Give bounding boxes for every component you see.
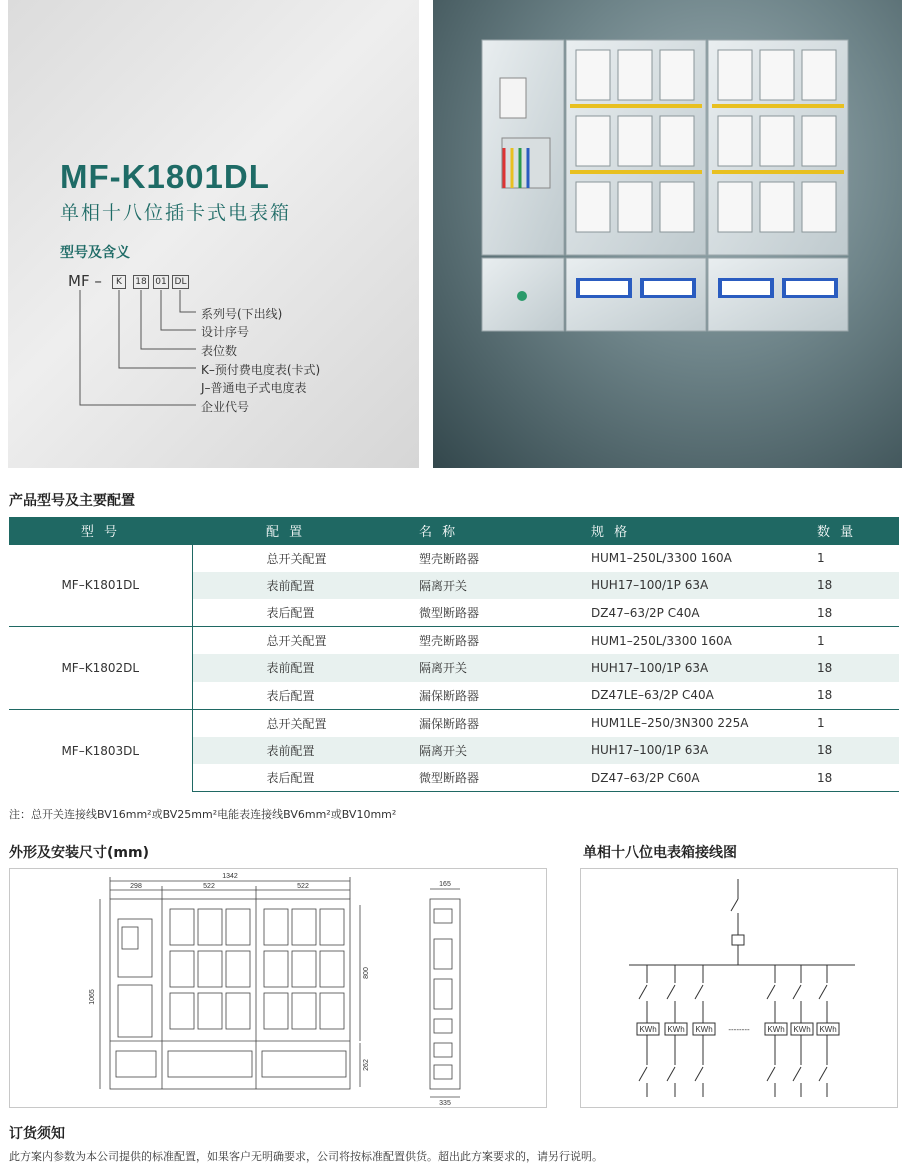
dimension-drawing bbox=[10, 869, 546, 1107]
name-cell: 微型断路器 bbox=[419, 764, 591, 792]
order-text: 此方案内参数为本公司提供的标准配置，如果客户无明确要求，公司将按标准配置供货。超出此方案要求的，请另行说明。 bbox=[9, 1150, 603, 1163]
legend-electronic: J–普通电子式电度表 bbox=[201, 381, 307, 395]
table-row bbox=[9, 627, 899, 655]
table-row bbox=[9, 544, 899, 572]
meaning-title: 型号及含义 bbox=[60, 245, 130, 261]
spec-cell: DZ47–63/2P C40A bbox=[591, 605, 700, 620]
config-cell: 表后配置 bbox=[266, 606, 315, 620]
legend-positions: 表位数 bbox=[201, 344, 238, 358]
config-cell: 总开关配置 bbox=[192, 627, 419, 655]
dim-depth: 165 bbox=[439, 881, 451, 888]
code-part-01: 01 bbox=[153, 275, 169, 289]
config-cell: 表后配置 bbox=[192, 764, 419, 792]
model-cell: MF–K1803DL bbox=[9, 709, 192, 792]
order-title: 订货须知 bbox=[9, 1126, 65, 1142]
wiring-title: 单相十八位电表箱接线图 bbox=[583, 845, 737, 861]
header-qty: 数 量 bbox=[801, 517, 899, 544]
wiring-diagram bbox=[581, 869, 897, 1107]
meter-label: KWh bbox=[639, 1025, 657, 1034]
model-cell: MF–K1802DL bbox=[9, 627, 192, 710]
name-cell: 隔离开关 bbox=[419, 654, 591, 682]
qty-cell: 18 bbox=[801, 764, 899, 792]
code-part-dl: DL bbox=[172, 275, 189, 289]
spec-cell: HUH17–100/1P 63A bbox=[591, 737, 801, 765]
code-part-k: K bbox=[112, 275, 126, 289]
name-cell: 微型断路器 bbox=[419, 606, 480, 620]
meter-ellipsis: -------- bbox=[728, 1025, 750, 1034]
dim-base: 335 bbox=[439, 1100, 451, 1107]
name-cell: 塑壳断路器 bbox=[419, 544, 591, 572]
header-name: 名 称 bbox=[419, 517, 591, 544]
legend-company: 企业代号 bbox=[201, 400, 250, 414]
header-spec: 规 格 bbox=[591, 517, 801, 544]
dim-upper: 800 bbox=[363, 967, 370, 979]
spec-cell: HUH17–100/1P 63A bbox=[591, 572, 801, 600]
legend-series: 系列号(下出线) bbox=[201, 307, 283, 321]
header-config: 配 置 bbox=[192, 517, 419, 544]
qty-cell: 18 bbox=[801, 737, 899, 765]
header-model: 型 号 bbox=[9, 517, 192, 544]
spec-cell: HUM1LE–250/3N300 225A bbox=[591, 709, 801, 737]
qty-cell: 18 bbox=[817, 688, 833, 702]
spec-cell: HUH17–100/1P 63A bbox=[591, 654, 801, 682]
table-header-row bbox=[9, 517, 899, 544]
dim-height: 1065 bbox=[89, 989, 96, 1005]
config-cell: 表前配置 bbox=[192, 572, 419, 600]
name-cell: 漏保断路器 bbox=[419, 688, 480, 703]
dim-seg-2: 522 bbox=[203, 883, 215, 890]
model-title: MF-K1801DL bbox=[60, 158, 270, 195]
config-section-title: 产品型号及主要配置 bbox=[9, 493, 135, 509]
name-cell: 漏保断路器 bbox=[419, 709, 591, 737]
spec-cell: HUM1–250L/3300 160A bbox=[591, 627, 801, 655]
legend-design: 设计序号 bbox=[201, 325, 250, 339]
qty-cell: 18 bbox=[801, 654, 899, 682]
dim-seg-1: 298 bbox=[130, 883, 142, 890]
model-subtitle: 单相十八位插卡式电表箱 bbox=[60, 202, 292, 224]
meter-label: KWh bbox=[767, 1025, 785, 1034]
code-prefix: MF – bbox=[68, 272, 102, 290]
spec-cell: DZ47–63/2P C60A bbox=[591, 764, 801, 792]
name-cell: 隔离开关 bbox=[419, 572, 591, 600]
meter-label: KWh bbox=[695, 1025, 713, 1034]
dim-seg-3: 522 bbox=[297, 883, 309, 890]
config-cell: 总开关配置 bbox=[192, 709, 419, 737]
table-row bbox=[9, 709, 899, 737]
config-cell: 总开关配置 bbox=[192, 544, 419, 572]
qty-cell: 1 bbox=[801, 544, 899, 572]
config-cell: 表前配置 bbox=[192, 654, 419, 682]
dimensions-title: 外形及安装尺寸(mm) bbox=[9, 845, 149, 861]
wire-note: 注：总开关连接线BV16mm²或BV25mm²电能表连接线BV6mm²或BV10mm² bbox=[9, 808, 397, 821]
wiring-panel bbox=[580, 868, 898, 1108]
legend-prepaid: K–预付费电度表(卡式) bbox=[201, 363, 321, 377]
config-cell: 表后配置 bbox=[266, 688, 315, 703]
dim-total-width: 1342 bbox=[222, 873, 238, 880]
name-cell: 隔离开关 bbox=[419, 737, 591, 765]
qty-cell: 18 bbox=[817, 605, 833, 620]
config-table bbox=[9, 517, 899, 792]
model-cell: MF–K1801DL bbox=[9, 544, 192, 627]
meter-label: KWh bbox=[793, 1025, 811, 1034]
qty-cell: 1 bbox=[801, 709, 899, 737]
product-photo bbox=[480, 38, 852, 334]
spec-cell: DZ47LE–63/2P C40A bbox=[591, 688, 714, 702]
qty-cell: 18 bbox=[801, 572, 899, 600]
spec-cell: HUM1–250L/3300 160A bbox=[591, 544, 801, 572]
meter-label: KWh bbox=[667, 1025, 685, 1034]
dimensions-panel bbox=[9, 868, 547, 1108]
qty-cell: 1 bbox=[801, 627, 899, 655]
dim-lower: 262 bbox=[363, 1059, 370, 1071]
meter-label: KWh bbox=[819, 1025, 837, 1034]
name-cell: 塑壳断路器 bbox=[419, 627, 591, 655]
config-cell: 表前配置 bbox=[192, 737, 419, 765]
code-part-18: 18 bbox=[133, 275, 149, 289]
